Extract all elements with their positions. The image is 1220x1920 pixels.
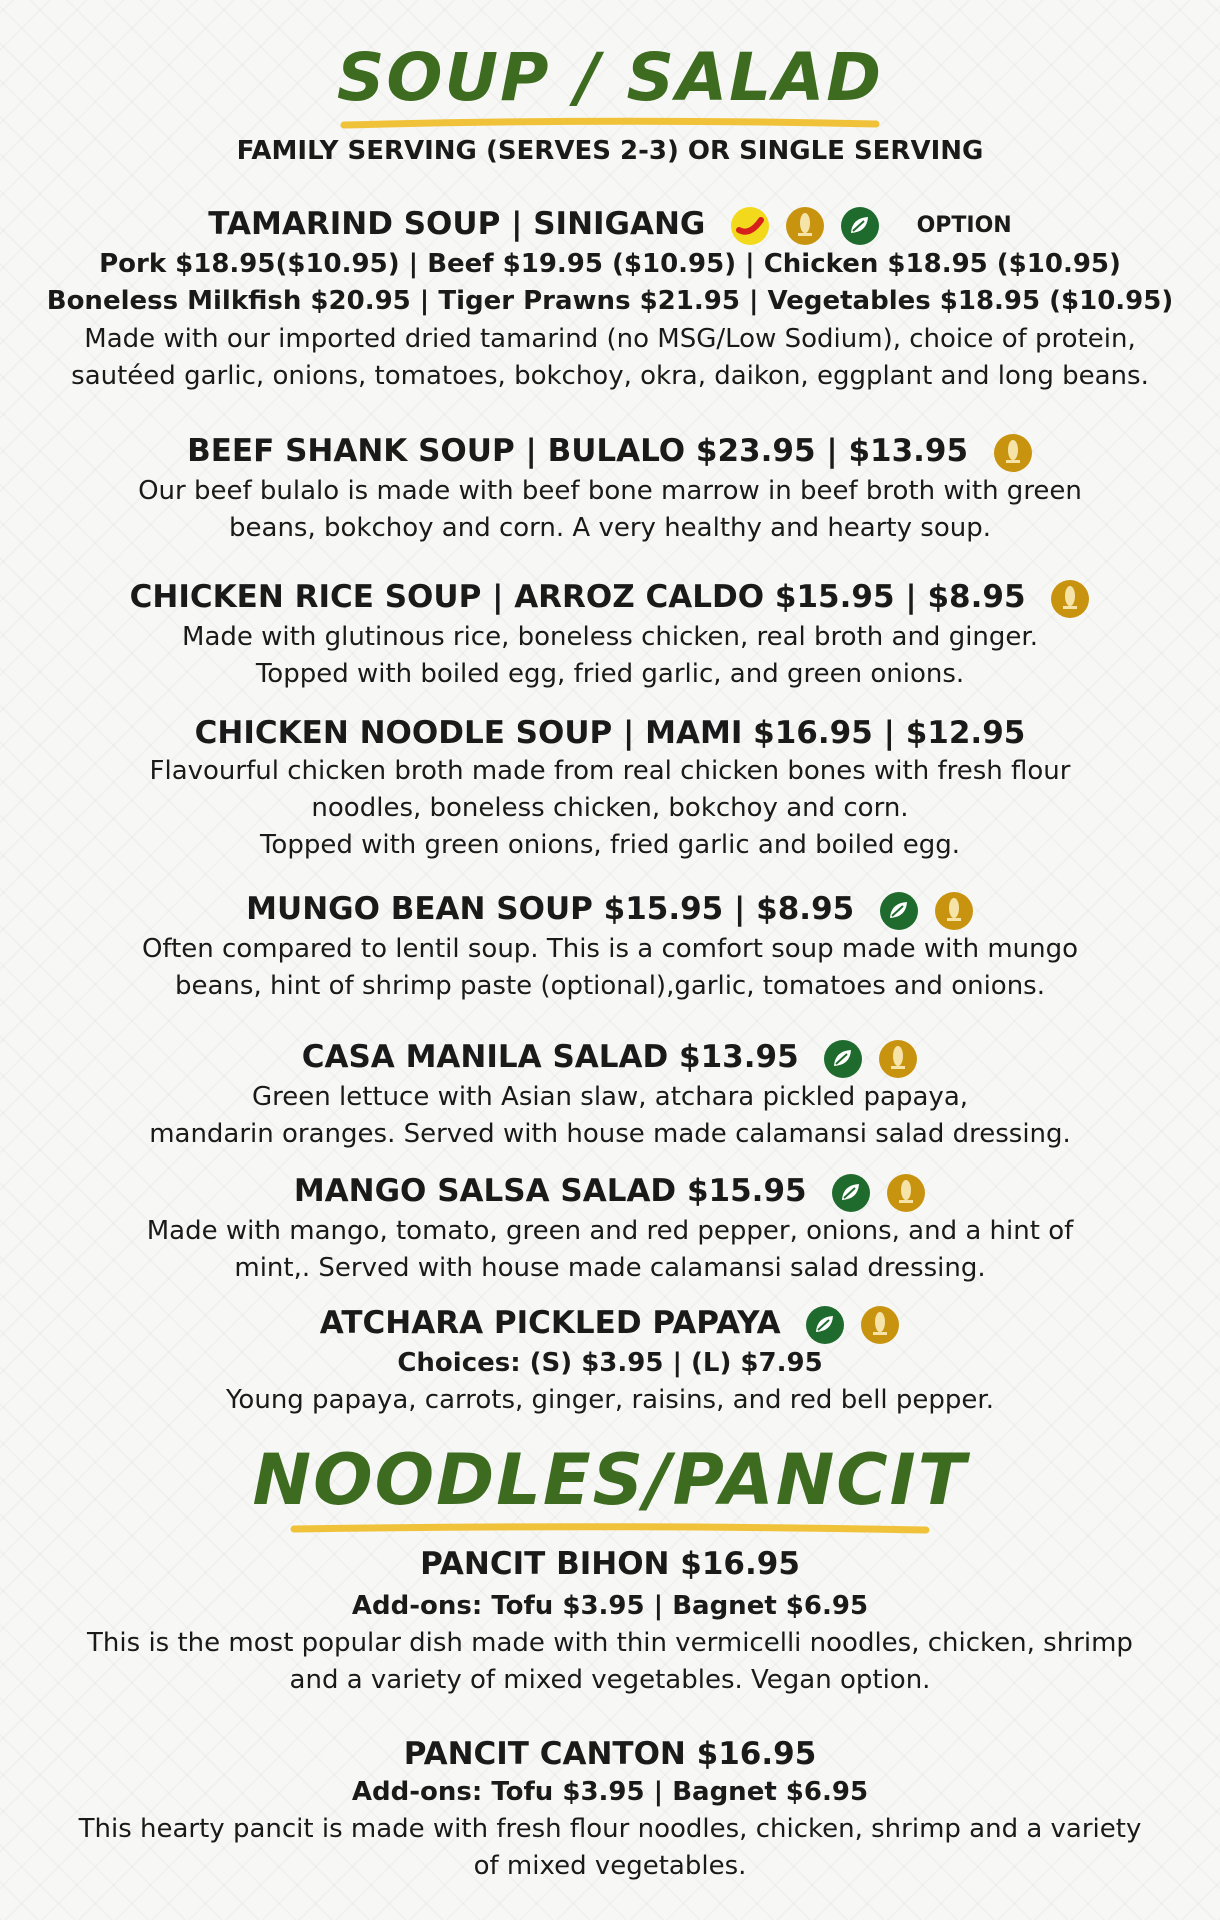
diet-icons	[827, 1172, 926, 1213]
item-price: Choices: (S) $3.95 | (L) $7.95	[397, 1347, 823, 1378]
item-name: ATCHARA PICKLED PAPAYA	[0, 1304, 1220, 1345]
title-underline	[340, 116, 880, 132]
title-underline	[290, 1521, 930, 1537]
item-description: of mixed vegetables.	[473, 1851, 747, 1882]
item-description: beans, hint of shrimp paste (optional),garlic, tomatoes and onions.	[175, 970, 1045, 1001]
diet-icons	[875, 890, 974, 931]
menu-item-pancit-bihon	[0, 1545, 1220, 1699]
item-description: Made with mango, tomato, green and red pepper, onions, and a hint of	[146, 1215, 1074, 1246]
item-description: Green lettuce with Asian slaw, atchara pickled papaya,	[251, 1081, 969, 1112]
item-name: MUNGO BEAN SOUP $15.95 | $8.95	[0, 890, 1220, 931]
item-name: BEEF SHANK SOUP | BULALO $23.95 | $13.95	[0, 432, 1220, 473]
diet-icons	[1046, 578, 1090, 619]
diet-icons	[801, 1304, 900, 1345]
menu-item-mango-salsa-salad	[0, 1172, 1220, 1287]
item-description: Our beef bulalo is made with beef bone marrow in beef broth with green	[138, 475, 1082, 506]
item-name: MANGO SALSA SALAD $15.95	[0, 1172, 1220, 1213]
diet-icons	[726, 205, 880, 246]
item-description: Young papaya, carrots, ginger, raisins, and red bell pepper.	[226, 1385, 994, 1416]
item-description: Topped with boiled egg, fried garlic, and green onions.	[255, 658, 965, 689]
item-description: mandarin oranges. Served with house made calamansi salad dressing.	[149, 1118, 1071, 1149]
noodles-section	[0, 1440, 1220, 1537]
section-title: NOODLES/PANCIT	[252, 1439, 968, 1521]
item-description: Flavourful chicken broth made from real chicken bones with fresh flour	[149, 755, 1071, 786]
vegan-icon	[831, 1173, 871, 1213]
section-title: SOUP / SALAD	[336, 39, 884, 116]
gluten-free-icon	[886, 1173, 926, 1213]
menu-item-mami	[0, 714, 1220, 863]
item-name: CHICKEN NOODLE SOUP | MAMI $16.95 | $12.95	[194, 715, 1026, 751]
item-description: This hearty pancit is made with fresh flour noodles, chicken, shrimp and a variety	[78, 1814, 1142, 1845]
gluten-free-icon	[934, 891, 974, 931]
item-description: beans, bokchoy and corn. A very healthy and hearty soup.	[229, 512, 991, 543]
menu-item-arroz-caldo	[0, 578, 1220, 693]
menu-item-pancit-canton	[0, 1735, 1220, 1885]
item-description: mint,. Served with house made calamansi salad dressing.	[234, 1252, 986, 1283]
gluten-free-icon	[860, 1305, 900, 1345]
menu-item-casa-manila-salad	[0, 1038, 1220, 1153]
vegan-icon	[879, 891, 919, 931]
item-description: This is the most popular dish made with thin vermicelli noodles, chicken, shrimp	[87, 1628, 1133, 1659]
item-description: Made with glutinous rice, boneless chicken, real broth and ginger.	[182, 621, 1038, 652]
item-description: Often compared to lentil soup. This is a comfort soup made with mungo	[141, 933, 1079, 964]
item-addons: Add-ons: Tofu $3.95 | Bagnet $6.95	[351, 1776, 869, 1807]
diet-icons	[989, 432, 1033, 473]
item-price: Boneless Milkfish $20.95 | Tiger Prawns $21.95 | Vegetables $18.95 ($10.95)	[46, 286, 1174, 317]
item-description: Made with our imported dried tamarind (no MSG/Low Sodium), choice of protein,	[84, 324, 1136, 355]
item-description: and a variety of mixed vegetables. Vegan option.	[289, 1665, 931, 1696]
item-name: CASA MANILA SALAD $13.95	[0, 1038, 1220, 1079]
gluten-free-icon	[993, 433, 1033, 473]
item-name: CHICKEN RICE SOUP | ARROZ CALDO $15.95 | $8.95	[0, 578, 1220, 619]
item-description: noodles, boneless chicken, bokchoy and corn.	[311, 792, 909, 823]
spicy-icon	[730, 206, 770, 246]
vegan-icon	[840, 206, 880, 246]
vegan-icon	[823, 1039, 863, 1079]
menu-item-sinigang	[0, 205, 1220, 395]
menu-item-atchara	[0, 1304, 1220, 1419]
menu-item-mungo-bean	[0, 890, 1220, 1005]
diet-icons	[819, 1038, 918, 1079]
item-addons: Add-ons: Tofu $3.95 | Bagnet $6.95	[351, 1590, 869, 1621]
icon-option-note: OPTION	[916, 212, 1012, 238]
serving-subtitle: FAMILY SERVING (SERVES 2-3) OR SINGLE SERVING	[236, 135, 984, 166]
gluten-free-icon	[878, 1039, 918, 1079]
gluten-free-icon	[1050, 579, 1090, 619]
vegan-icon	[805, 1305, 845, 1345]
soup-salad-section	[0, 40, 1220, 166]
item-name: PANCIT CANTON $16.95	[403, 1736, 817, 1772]
menu-item-bulalo	[0, 432, 1220, 547]
item-price: Pork $18.95($10.95) | Beef $19.95 ($10.95) | Chicken $18.95 ($10.95)	[99, 248, 1121, 279]
item-name: PANCIT BIHON $16.95	[420, 1546, 800, 1582]
item-description: sautéed garlic, onions, tomatoes, bokchoy, okra, daikon, eggplant and long beans.	[71, 361, 1149, 392]
item-description: Topped with green onions, fried garlic and boiled egg.	[259, 829, 961, 860]
item-name: TAMARIND SOUP | SINIGANG OPTION	[0, 205, 1220, 246]
gluten-free-icon	[785, 206, 825, 246]
